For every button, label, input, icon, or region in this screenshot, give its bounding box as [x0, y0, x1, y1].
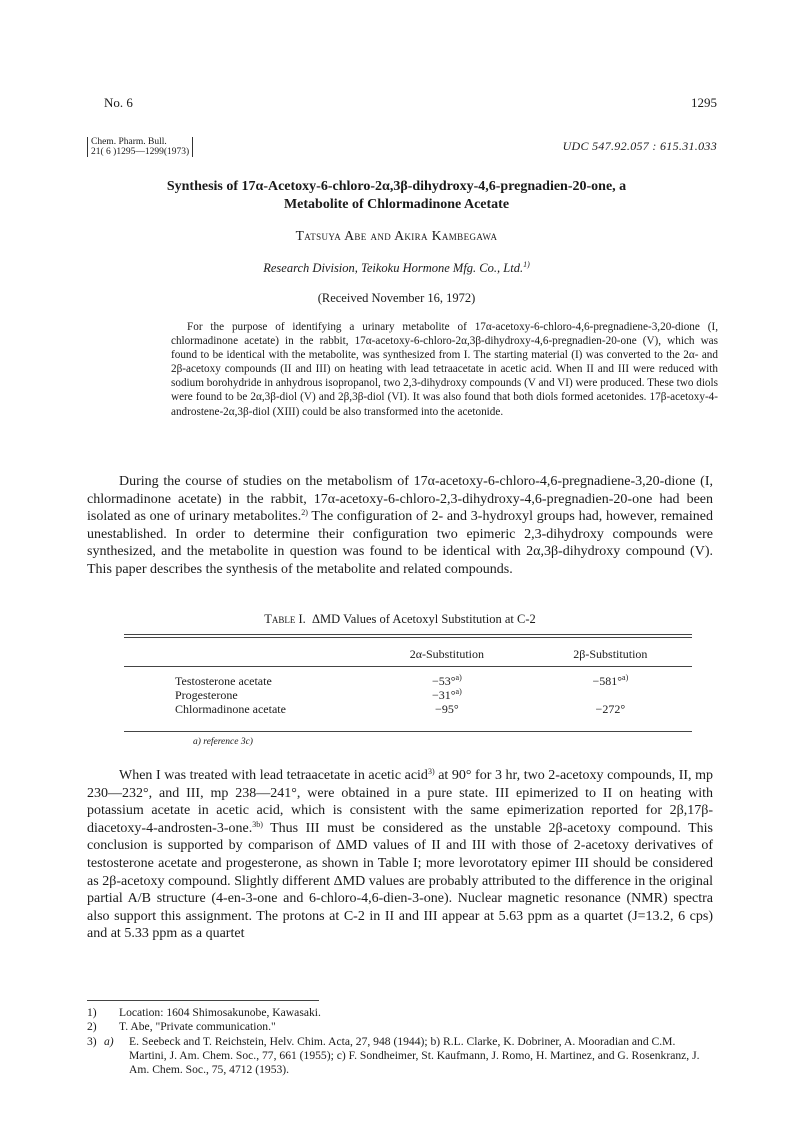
footnote-number: 3)	[87, 1034, 97, 1048]
table-top-rule-2	[124, 637, 692, 638]
table-cell-2beta	[529, 702, 692, 716]
title-line-1: Synthesis of 17α-Acetoxy-6-chloro-2α,3β-dihydroxy-4,6-pregnadien-20-one, a	[166, 179, 627, 194]
footnotes	[87, 1006, 713, 1077]
abstract-text: For the purpose of identifying a urinary metabolite of 17α-acetoxy-6-chloro-4,6-pregnadiene-3,20-dione (I, chlormadinone acetate) in the rabbit, 17α-acetoxy-6-chloro-2α,3β-dihydroxy-4,6-pregnadien-20-one (V), which was found to be identical with the metabolite, was synthesized from I. The starting material (I) was converted to the 2α- and 2β-acetoxy compounds (II and III) on heating with lead tetraacetate in acetic acid. When II and III were reduced with sodium borohydride in anhydrous isopropanol, two 2,3-dihydroxy compounds (V and VI) were produced. These two diols were found to be 2α,3β-diol (V) and 2β,3β-diol (VI). It was also found that both diols formed acetonides. 17β-acetoxy-4-androstene-2α,3β-diol (XIII) could be also transformed into the acetonide.	[171, 321, 718, 418]
results-text-a: When I was treated with lead tetraacetate in acetic acid	[119, 768, 428, 783]
intro-text-a: During the course of studies on the metabolism of 17α-acetoxy-6-chloro-4,6-pregnadiene-3,20-dione (I, chlormadinone acetate) in the rabbit, 17α-acetoxy-6-chloro-2,3-dihydroxy-4,6-pregnadien-20-one had been isolated as one of urinary metabolites.	[87, 474, 713, 524]
footnote-rule	[87, 1000, 319, 1001]
article-title	[100, 178, 693, 214]
udc-code: UDC 547.92.057 : 615.31.033	[562, 139, 717, 153]
intro-paragraph	[87, 473, 713, 578]
value-2beta: −581°	[592, 674, 623, 688]
footnote-number: 1)	[87, 1006, 97, 1019]
body-intro	[87, 473, 713, 578]
table-title: ΔMD Values of Acetoxyl Substitution at C-2	[312, 612, 536, 626]
value-2alpha: −31°	[431, 688, 456, 702]
footnote-text: Location: 1604 Shimosakunobe, Kawasaki.	[119, 1006, 321, 1019]
value-2alpha: −95°	[435, 702, 459, 716]
journal-citation-line1: Chem. Pharm. Bull.	[91, 137, 167, 147]
table-cell-compound: Progesterone	[175, 688, 238, 702]
table-cell-2beta	[529, 688, 692, 702]
table-row	[124, 688, 692, 702]
table-header-blank	[124, 644, 365, 664]
table-cell-2alpha	[365, 688, 529, 702]
value-2beta: −272°	[595, 702, 626, 716]
value-ref: a)	[622, 673, 629, 682]
footnote-2	[87, 1020, 713, 1034]
page-number: 1295	[691, 95, 717, 110]
table-label: Table I.	[264, 612, 306, 626]
table-cell-2alpha	[365, 702, 529, 716]
value-ref: a)	[455, 673, 462, 682]
affiliation	[100, 261, 693, 276]
table-note: a) reference 3c)	[193, 737, 253, 747]
title-line-2: Metabolite of Chlormadinone Acetate	[283, 197, 510, 212]
table-caption	[87, 612, 713, 627]
footnote-1	[87, 1006, 713, 1020]
footnote-text: T. Abe, "Private communication."	[119, 1020, 276, 1034]
table-bottom-rule	[124, 731, 692, 732]
affiliation-ref: 1)	[523, 260, 530, 269]
footnote-text: E. Seebeck and T. Reichstein, Helv. Chim. Acta, 27, 948 (1944); b) R.L. Clarke, K. Dobriner, A. Mooradian and C.M. Martini, J. Am. Chem. Soc., 77, 661 (1955); c) F. Sondheimer, St. Kaufmann, J. Romo, H. Martinez, and G. Rosenkranz, J. Am. Chem. Soc., 75, 4712 (1953).	[129, 1034, 700, 1077]
table-cell-compound: Testosterone acetate	[175, 674, 272, 688]
body-results	[87, 767, 713, 943]
issue-number: No. 6	[104, 95, 133, 110]
results-text-c: Thus III must be considered as the unstable 2β-acetoxy compound. This conclusion is supported by comparison of ΔMD values of II and III with those of 2-acetoxy derivatives of testosterone acetate and progesterone, as shown in Table I; more levorotatory epimer III should be considered as 2β-acetoxy compound. Slightly different ΔMD values are probably attributed to the difference in the original partial A/B structure (4-en-3-one and 6-chloro-4,6-dien-3-one). Nuclear magnetic resonance (NMR) spectra also support this assignment. The protons at C-2 in II and III appear at 5.63 ppm as a quartet (J=13.2, 6 cps) and at 5.33 ppm as a quartet	[87, 820, 713, 942]
authors: Tatsuya Abe and Akira Kambegawa	[295, 228, 498, 243]
table-header-2beta: 2β-Substitution	[573, 646, 648, 661]
table-cell-compound: Chlormadinone acetate	[175, 702, 286, 716]
footnote-sub-label: a)	[104, 1034, 114, 1048]
value-2alpha: −53°	[431, 674, 456, 688]
journal-citation	[87, 137, 193, 157]
results-ref-2: 3b)	[252, 819, 263, 829]
journal-citation-line2: 21( 6 )1295—1299(1973)	[91, 147, 190, 157]
abstract	[171, 320, 718, 419]
table-row	[124, 674, 692, 688]
intro-text-b: The configuration of 2- and 3-hydroxyl groups had, however, remained unestablished. In order to determine their configuration two epimeric 2,3-dihydroxy compounds were synthesized, and the metabolite in question was found to be identical with 2α,3β-dihydroxy compound (V). This paper describes the synthesis of the metabolite and related compounds.	[87, 509, 713, 577]
table-cell-2beta	[529, 674, 692, 688]
table-header-row	[124, 644, 692, 664]
results-ref-1: 3)	[427, 767, 435, 776]
value-ref: a)	[455, 687, 462, 696]
intro-ref: 2)	[301, 508, 308, 517]
table-header-2alpha: 2α-Substitution	[409, 646, 484, 661]
received-date: (Received November 16, 1972)	[317, 291, 476, 305]
table-row	[124, 702, 692, 716]
results-paragraph	[87, 767, 713, 943]
results-text-b: at 90° for 3 hr, two 2-acetoxy compounds, II, mp 230—232°, and III, mp 238—241°, were obtained in a pure state. III epimerized to II on heating with potassium acetate in acetic acid, which is consistent with the same epimerization reported for 2β,17β-diacetoxy-4-androsten-3-one.	[87, 768, 713, 836]
delta-md-table	[124, 644, 692, 716]
table-cell-2alpha	[365, 674, 529, 688]
affiliation-text: Research Division, Teikoku Hormone Mfg. Co., Ltd.	[263, 261, 524, 275]
table-top-rule	[124, 634, 692, 635]
footnote-number: 2)	[87, 1020, 97, 1034]
footnote-3	[87, 1035, 713, 1078]
